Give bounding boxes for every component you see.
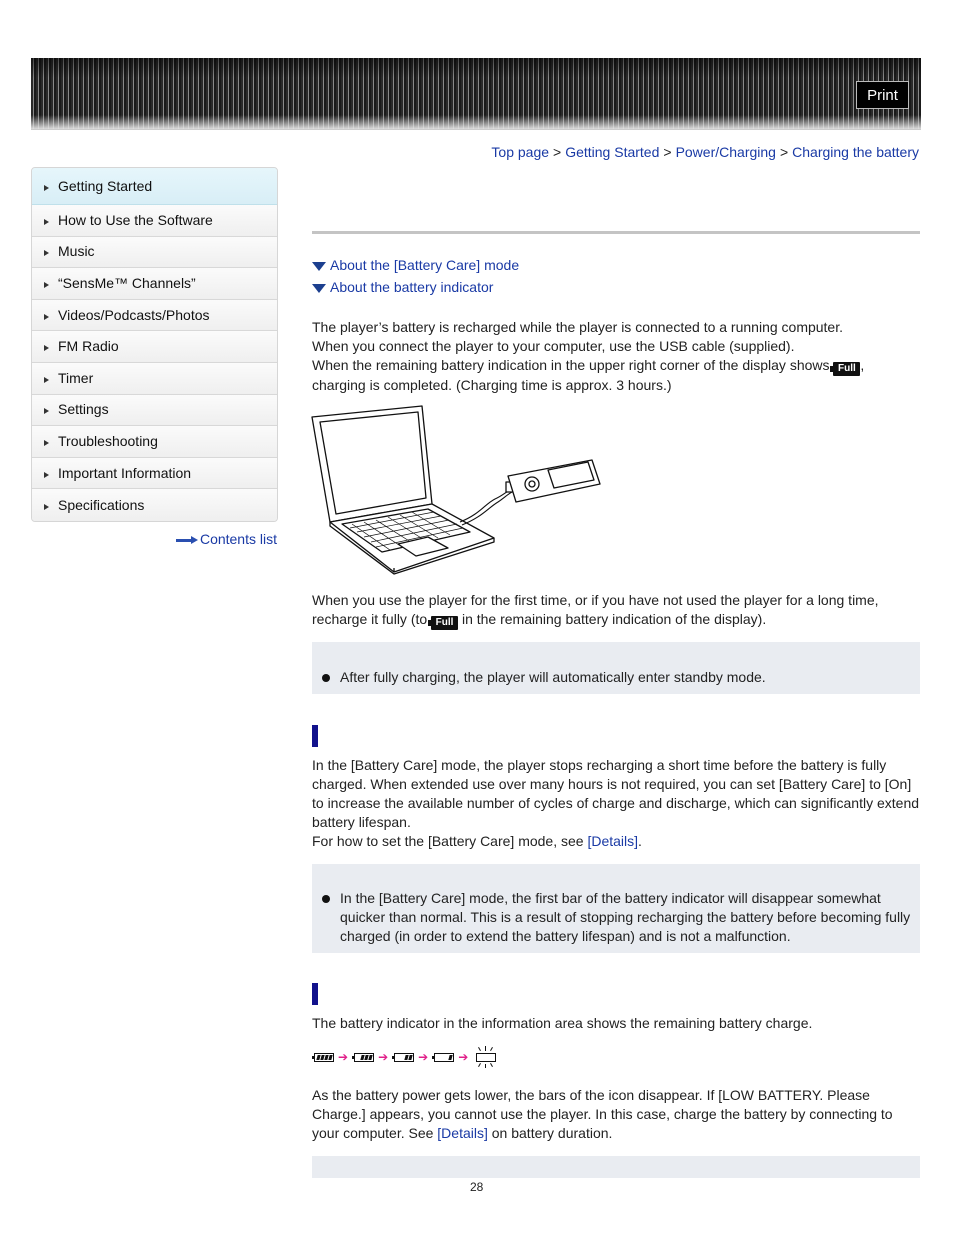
contents-list-label: Contents list bbox=[199, 531, 277, 547]
bullet-icon bbox=[322, 895, 330, 903]
battery-care-paragraph bbox=[312, 756, 920, 851]
laptop-player-illustration bbox=[310, 404, 605, 576]
sidebar-item-getting-started[interactable] bbox=[32, 168, 277, 205]
sidebar-item-music[interactable] bbox=[32, 237, 277, 269]
breadcrumb bbox=[491, 143, 919, 162]
note-box bbox=[312, 1156, 920, 1178]
breadcrumb-separator: > bbox=[663, 144, 672, 160]
page-number: 28 bbox=[470, 1180, 484, 1194]
details-link[interactable]: [Details] bbox=[437, 1125, 488, 1141]
arrow-right-icon bbox=[44, 408, 49, 414]
note-item bbox=[312, 668, 920, 687]
note-item bbox=[312, 889, 920, 946]
sidebar-item-label: Troubleshooting bbox=[58, 432, 158, 449]
note-box bbox=[312, 864, 920, 953]
arrow-right-icon: ➔ bbox=[338, 1049, 349, 1064]
sidebar-item-label: Important Information bbox=[58, 464, 192, 481]
arrow-right-icon bbox=[44, 504, 49, 510]
toc-link-battery-indicator[interactable] bbox=[312, 276, 519, 298]
arrow-right-icon bbox=[44, 250, 49, 256]
toc-label: About the battery indicator bbox=[330, 278, 494, 295]
sidebar-item-label: Music bbox=[58, 243, 95, 260]
indicator-text: As the battery power gets lower, the bars of the icon disappear. If [LOW BATTERY. Please Charge.] appears, you cannot use the player. In this case, charge the battery by connecting to your computer. See bbox=[312, 1087, 893, 1141]
toc-label: About the [Battery Care] mode bbox=[330, 256, 520, 273]
arrow-right-icon: ➔ bbox=[378, 1049, 389, 1064]
breadcrumb-getting-started[interactable]: Getting Started bbox=[565, 144, 660, 160]
breadcrumb-power-charging[interactable]: Power/Charging bbox=[675, 144, 776, 160]
sidebar-item-sensme-channels[interactable] bbox=[32, 268, 277, 300]
battery-level-sequence bbox=[312, 1046, 500, 1068]
section-heading-marker bbox=[312, 725, 318, 747]
intro-text: When the remaining battery indication in the upper right corner of the display shows bbox=[312, 357, 830, 373]
first-time-line bbox=[312, 610, 920, 630]
arrow-right-icon: ➔ bbox=[418, 1049, 429, 1064]
breadcrumb-separator: > bbox=[779, 144, 789, 160]
first-time-line: When you use the player for the first time, or if you have not used the player for a long time, bbox=[312, 592, 879, 608]
sidebar-item-specifications[interactable] bbox=[32, 489, 277, 521]
note-box bbox=[312, 642, 920, 694]
arrow-right-icon bbox=[44, 440, 49, 446]
intro-line bbox=[312, 356, 920, 376]
sidebar-item-troubleshooting[interactable] bbox=[32, 426, 277, 458]
breadcrumb-separator: > bbox=[553, 144, 562, 160]
first-time-paragraph bbox=[312, 591, 920, 630]
sidebar-item-label: “SensMe™ Channels” bbox=[58, 274, 196, 291]
indicator-intro: The battery indicator in the information area shows the remaining battery charge. bbox=[312, 1015, 813, 1031]
arrow-right-icon bbox=[176, 537, 198, 543]
sidebar-item-label: How to Use the Software bbox=[58, 211, 213, 228]
note-text: In the [Battery Care] mode, the first bar of the battery indicator will disappear somewhat quicker than normal. This is a result of stopping recharging the battery before becoming fully charged (in order to extend the battery lifespan) and is not a malfunction. bbox=[340, 890, 911, 944]
arrow-right-icon bbox=[44, 219, 49, 225]
contents-list-link[interactable] bbox=[176, 530, 277, 549]
intro-paragraph bbox=[312, 318, 920, 395]
sidebar-item-fm-radio[interactable] bbox=[32, 331, 277, 363]
arrow-right-icon bbox=[44, 377, 49, 383]
print-button[interactable]: Print bbox=[856, 81, 909, 109]
sidebar-item-label: Specifications bbox=[58, 496, 145, 513]
intro-text: , bbox=[860, 357, 865, 373]
battery-1-bar-icon bbox=[434, 1053, 454, 1062]
header-banner bbox=[31, 58, 921, 130]
sidebar-item-videos-podcasts-photos[interactable] bbox=[32, 300, 277, 332]
section-heading-marker bbox=[312, 983, 318, 1005]
page-toc bbox=[312, 254, 519, 298]
arrow-right-icon: ➔ bbox=[458, 1049, 469, 1064]
indicator-paragraph bbox=[312, 1086, 920, 1143]
intro-line: The player’s battery is recharged while the player is connected to a running computer. bbox=[312, 319, 844, 335]
sidebar-item-timer[interactable] bbox=[32, 363, 277, 395]
intro-line: charging is completed. (Charging time is approx. 3 hours.) bbox=[312, 377, 672, 393]
note-text: After fully charging, the player will automatically enter standby mode. bbox=[340, 669, 766, 685]
sidebar-item-label: Settings bbox=[58, 401, 109, 418]
battery-empty-blinking-icon bbox=[472, 1046, 500, 1068]
breadcrumb-charging-the-battery[interactable]: Charging the battery bbox=[792, 144, 919, 160]
details-link[interactable]: [Details] bbox=[587, 833, 639, 849]
battery-4-bars-icon bbox=[314, 1053, 334, 1062]
arrow-right-icon bbox=[44, 314, 49, 320]
battery-2-bars-icon bbox=[394, 1053, 414, 1062]
arrow-right-icon bbox=[44, 185, 49, 191]
breadcrumb-top-page[interactable]: Top page bbox=[491, 144, 550, 160]
battery-full-icon: Full bbox=[431, 616, 458, 630]
title-divider bbox=[312, 231, 920, 234]
battery-care-see-text: For how to set the [Battery Care] mode, see bbox=[312, 833, 584, 849]
battery-care-see bbox=[312, 832, 920, 851]
triangle-down-icon bbox=[312, 284, 326, 293]
triangle-down-icon bbox=[312, 262, 326, 271]
bullet-icon bbox=[322, 674, 330, 682]
arrow-right-icon bbox=[44, 472, 49, 478]
sidebar-item-settings[interactable] bbox=[32, 395, 277, 427]
sidebar-item-label: Videos/Podcasts/Photos bbox=[58, 306, 210, 323]
sidebar-item-label: Getting Started bbox=[58, 177, 153, 194]
first-time-text: in the remaining battery indication of the display). bbox=[461, 611, 767, 627]
battery-full-icon: Full bbox=[833, 362, 860, 376]
sidebar-item-how-to-use-software[interactable] bbox=[32, 205, 277, 237]
sidebar-nav bbox=[31, 167, 278, 522]
battery-care-see-text: . bbox=[638, 833, 642, 849]
sidebar-item-label: FM Radio bbox=[58, 338, 119, 355]
battery-care-text: In the [Battery Care] mode, the player stops recharging a short time before the battery is fully charged. When extended use over many hours is not required, you can set [Battery Care] to [On] to increase the available number of cycles of charge and discharge, which can significantly extend battery lifespan. bbox=[312, 757, 920, 830]
toc-link-battery-care[interactable] bbox=[312, 254, 519, 276]
first-time-text: recharge it fully (to bbox=[312, 611, 428, 627]
arrow-right-icon bbox=[44, 282, 49, 288]
indicator-text: on battery duration. bbox=[491, 1125, 613, 1141]
battery-3-bars-icon bbox=[354, 1053, 374, 1062]
intro-line: When you connect the player to your computer, use the USB cable (supplied). bbox=[312, 338, 795, 354]
sidebar-item-important-information[interactable] bbox=[32, 458, 277, 490]
arrow-right-icon bbox=[44, 345, 49, 351]
sidebar-item-label: Timer bbox=[58, 369, 94, 386]
